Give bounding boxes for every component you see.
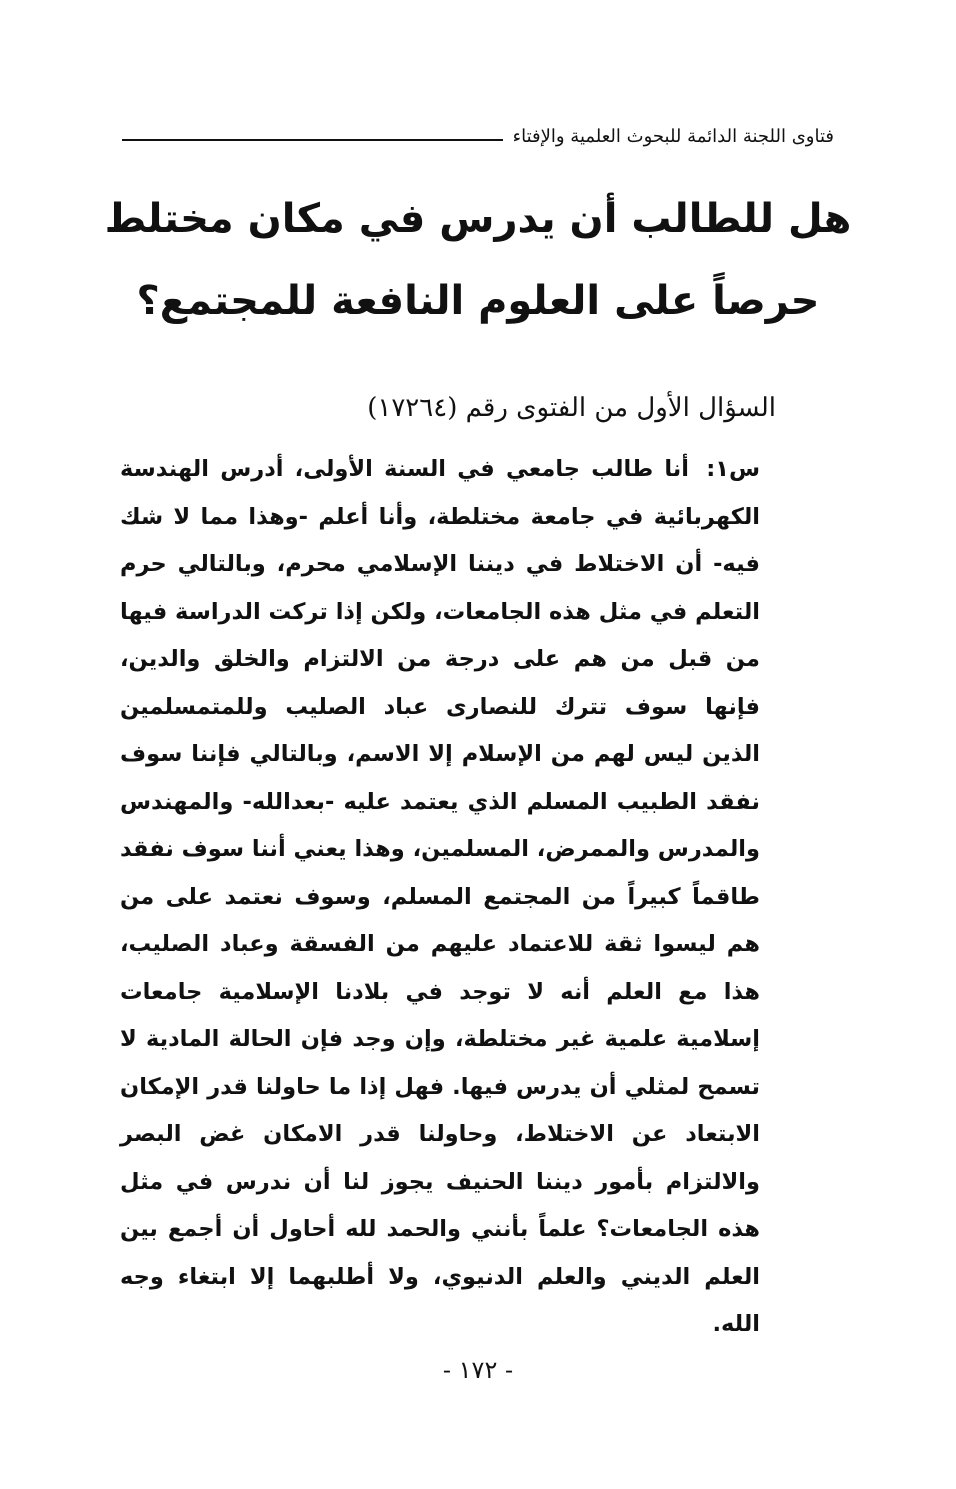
question-label: س١: xyxy=(706,456,760,482)
running-header xyxy=(122,120,834,152)
question-paragraph xyxy=(120,446,760,1349)
fatwa-reference: السؤال الأول من الفتوى رقم (١٧٢٦٤) xyxy=(367,393,776,423)
header-rule xyxy=(122,139,503,141)
page-title: هل للطالب أن يدرس في مكان مختلط حرصاً على العلوم النافعة للمجتمع؟ xyxy=(104,196,852,324)
question-text: أنا طالب جامعي في السنة الأولى، أدرس الهندسة الكهربائية في جامعة مختلطة، وأنا أعلم -وهذا مما لا شك فيه- أن الاختلاط في ديننا الإسلامي محرم، وبالتالي حرم التعلم في مثل هذه الجامعات، ولكن إذا تركت الدراسة فيها من قبل من هم على درجة من الالتزام والخلق والدين، فإنها سوف تترك للنصارى عباد الصليب وللمتمسلمين الذين ليس لهم من الإسلام إلا الاسم، وبالتالي فإننا سوف نفقد الطبيب المسلم الذي يعتمد عليه -بعدالله- والمهندس والمدرس والممرض، المسلمين، وهذا يعني أننا سوف نفقد طاقماً كبيراً من المجتمع المسلم، وسوف نعتمد على من هم ليسوا ثقة للاعتماد عليهم من الفسقة وعباد الصليب، هذا مع العلم أنه لا توجد في بلادنا الإسلامية جامعات إسلامية علمية غير مختلطة، وإن وجد فإن الحالة المادية لا تسمح لمثلي أن يدرس فيها. فهل إذا ما حاولنا قدر الإمكان الابتعاد عن الاختلاط، وحاولنا قدر الامكان غض البصر والالتزام بأمور ديننا الحنيف يجوز لنا أن ندرس في مثل هذه الجامعات؟ علماً بأنني والحمد لله أحاول أن أجمع بين العلم الديني والعلم الدنيوي، ولا أطلبهما إلا ابتغاء وجه الله. xyxy=(120,456,760,1337)
running-header-title: فتاوى اللجنة الدائمة للبحوث العلمية والإفتاء xyxy=(512,125,834,147)
page-number: - ١٧٢ - xyxy=(442,1356,514,1384)
